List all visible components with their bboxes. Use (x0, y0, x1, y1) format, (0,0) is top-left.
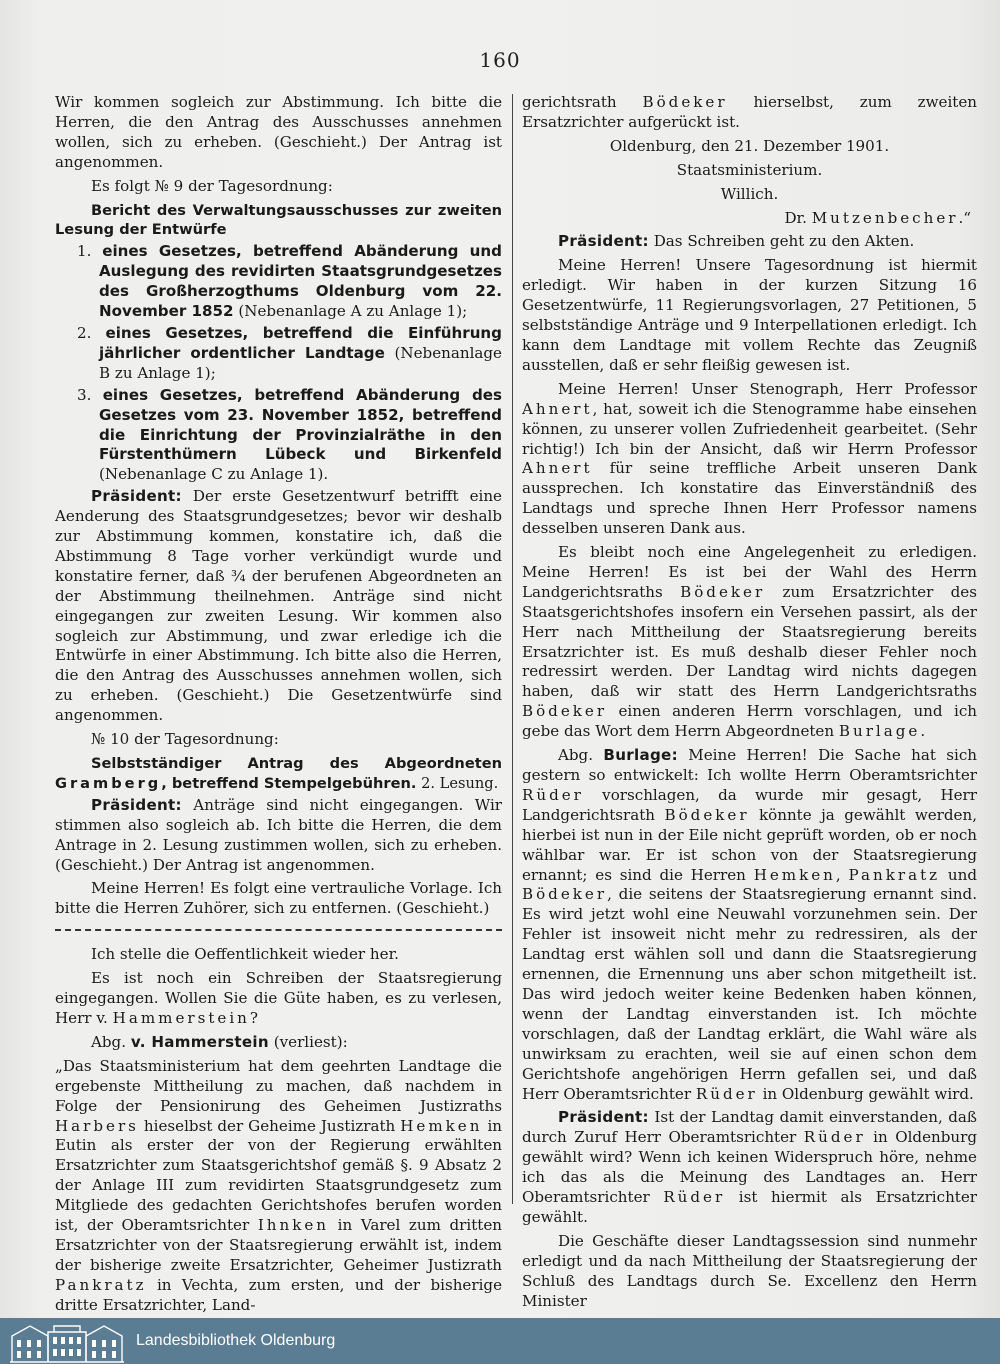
footer-library-name: Landesbibliothek Oldenburg (136, 1332, 336, 1349)
list-item: 3. eines Gesetzes, betreffend Abänderung des Gesetzes vom 23. November 1852, betreffend die Einrichtung der Provinzialräthe in den Fürstenthümern Lübeck und Birkenfeld (Nebenanlage C zu Anlage 1). (77, 385, 502, 484)
letter-date: Oldenburg, den 21. Dezember 1901. (609, 136, 890, 155)
paragraph: Präsident: Anträge sind nicht eingegangen. Wir stimmen also sogleich ab. Ich bitte die Herren, die dem Antrage in 2. Lesung zustimmen wollen, sich zu erheben. (Geschieht.) Der Antrag ist angenommen. (55, 795, 502, 874)
paragraph: № 10 der Tagesordnung: (91, 730, 279, 749)
paragraph: Meine Herren! Es folgt eine vertrauliche Vorlage. Ich bitte die Herren Zuhörer, sich zu entfernen. (Geschieht.) (55, 879, 502, 918)
paragraph: Präsident: Der erste Gesetzentwurf betrifft eine Aenderung des Staatsgrundgesetzes; bevor wir deshalb zur Abstimmung kommen, konstatire ich, daß die Abstimmung 8 Tage vorher verkündigt wurde und konstatire ferner, daß ¾ der berufenen Abgeordneten an der Abstimmung theilnehmen. Anträge sind nicht eingegangen zur zweiten Lesung. Wir kommen also sogleich zur Abstimmung, und zwar erledige ich die Entwürfe in einer Abstimmung. Ich bitte also die Herren, die den Antrag des Ausschusses annehmen wollen, sich zu erheben. (Geschieht.) Die Gesetzentwürfe sind angenommen. (55, 487, 502, 725)
signature: Willich. (720, 184, 779, 203)
quoted-letter: „Das Staatsministerium hat dem geehrten Landtage die ergebenste Mittheilung zu machen, daß nachdem in Folge der Pensionirung des Geheimen Justizraths Harbers hieselbst der Geheime Justizrath Hemken in Eutin als erster der von der Regierung erwählten Ersatzrichter zum Staatsgerichtshof gemäß §. 9 Absatz 2 der Anlage III zum revidirten Staatsgrundgesetz zum Mitgliede des gedachten Gerichtshofes berufen worden ist, der Oberamtsrichter Ihnken in Varel zum dritten Ersatzrichter von der Staatsregierung erwählt ist, indem der bisherige zweite Ersatzrichter, Geheimer Justizrath Pankratz in Vechta, zum ersten, und der bisherige dritte Ersatzrichter, Land- (55, 1056, 502, 1314)
section-heading: Selbstständiger Antrag des Abgeordneten Gramberg, betreffend Stempelgebühren. 2. Lesung. (55, 755, 502, 792)
paragraph: Meine Herren! Unser Stenograph, Herr Professor Ahnert, hat, soweit ich die Stenogramme habe einsehen können, zu unserer vollen Zufriedenheit gearbeitet. (Sehr richtig!) Ich bin der Ansicht, daß wir Herrn Professor Ahnert für seine treffliche Arbeit unseren Dank aussprechen. Ich konstatire das Einverständniß des Landtags und spreche Ihnen Herr Professor namens desselben unseren Dank aus. (522, 379, 977, 538)
speaker-name: Präsident: (91, 487, 182, 506)
paragraph: Ich stelle die Oeffentlichkeit wieder her. (91, 945, 399, 964)
paragraph: Es ist noch ein Schreiben der Staatsregierung eingegangen. Wollen Sie die Güte haben, es zu verlesen, Herr v. Hammerstein? (55, 969, 502, 1027)
speaker-name: v. Hammerstein (130, 1032, 269, 1051)
speaker-name: Burlage: (603, 746, 678, 765)
column-divider (512, 94, 513, 1204)
library-footer-bar (0, 1318, 1000, 1364)
library-building-icon (8, 1318, 126, 1364)
speaker-name: Präsident: (558, 232, 649, 251)
paragraph: Präsident: Ist der Landtag damit einverstanden, daß durch Zuruf Herr Oberamtsrichter Rüder in Oldenburg gewählt wird? Wenn ich keinen Widerspruch höre, nehme ich das als die Meinung des Landtages an. Herr Oberamtsrichter Rüder ist hiermit als Ersatzrichter gewählt. (522, 1108, 977, 1226)
right-column (522, 93, 977, 1315)
paragraph: gerichtsrath Bödeker hierselbst, zum zweiten Ersatzrichter aufgerückt ist. (522, 93, 978, 131)
page-number: 160 (479, 48, 521, 72)
section-heading: Bericht des Verwaltungsausschusses zur zweiten Lesung der Entwürfe (55, 201, 502, 239)
paragraph: Meine Herren! Unsere Tagesordnung ist hiermit erledigt. Wir haben in der kurzen Sitzung 16 Gesetzentwürfe, 11 Regierungsvorlagen, 27 Petitionen, 5 selbstständige Anträge und 9 Interpellationen erledigt. Ich kann dem Landtage mit vollem Rechte das Zeugniß ausstellen, daß er sehr fleißig gewesen ist. (522, 256, 977, 374)
paragraph: Es folgt № 9 der Tagesordnung: (91, 176, 333, 195)
letter-sender: Staatsministerium. (676, 160, 823, 179)
paragraph: Abg. v. Hammerstein (verliest): (91, 1032, 348, 1051)
paragraph: Es bleibt noch eine Angelegenheit zu erledigen. Meine Herren! Es ist bei der Wahl des Herrn Landgerichtsraths Bödeker zum Ersatzrichter des Staatsgerichtshofes insofern ein Versehen passirt, als der Herr nach Mittheilung der Staatsregierung bereits Ersatzrichter ist. Es muß deshalb dieser Fehler noch redressirt werden. Der Landtag wird nichts dagegen haben, daß wir statt des Herrn Landgerichtsraths Bödeker einen anderen Herrn vorschlagen, und ich gebe das Wort dem Herrn Abgeordneten Burlage. (522, 543, 977, 741)
left-column (55, 93, 502, 1318)
list-item: 1. eines Gesetzes, betreffend Abänderung und Auslegung des revidirten Staatsgrundgesetzes des Großherzogthums Oldenburg vom 22. November 1852 (Nebenanlage A zu Anlage 1); (77, 242, 502, 321)
paragraph: Wir kommen sogleich zur Abstimmung. Ich bitte die Herren, die den Antrag des Ausschusses annehmen wollen, sich zu erheben. (Geschieht.) Der Antrag ist angenommen. (55, 93, 502, 171)
numbered-list (55, 242, 502, 485)
section-separator (55, 929, 502, 931)
speaker-name: Präsident: (91, 795, 182, 814)
speaker-name: Präsident: (558, 1108, 649, 1127)
paragraph: Die Geschäfte dieser Landtagssession sind nunmehr erledigt und da nach Mittheilung der Staatsregierung der Schluß des Landtags durch Se. Excellenz den Herrn Minister (522, 1231, 977, 1310)
paragraph: Präsident: Das Schreiben geht zu den Akten. (558, 232, 915, 251)
paragraph: Abg. Burlage: Meine Herren! Die Sache hat sich gestern so entwickelt: Ich wollte Herrn Oberamtsrichter Rüder vorschlagen, da wurde mir gesagt, Herr Landgerichtsrath Bödeker könnte ja gewählt werden, hierbei ist nun in der Eile nicht geprüft worden, ob er noch wählbar war. Er ist schon von der Staatsregierung ernannt; es sind die Herren Hemken, Pankratz und Bödeker, die seitens der Staatsregierung ernannt sind. Es wird jetzt wohl eine Neuwahl vorzunehmen sein. Der Fehler ist insoweit nicht mehr zu redressiren, als der Landtag erst wählen soll und dann die Staatsregierung ernennen, die Ernennung uns aber schon mitgetheilt ist. Das wird jedoch weiter keine Bedenken haben können, wenn der Landtag einverstanden ist. Ich möchte vorschlagen, daß der Landtag erklärt, die Wahl wäre als unwirksam zu erachten, weil sie auf einen schon dem Gerichtshofe angehörigen Herrn gefallen sei, und daß Herr Oberamtsrichter Rüder in Oldenburg gewählt wird. (522, 746, 978, 1103)
signature: Dr. Mutzenbecher.“ (784, 208, 971, 227)
list-item: 2. eines Gesetzes, betreffend die Einführung jährlicher ordentlicher Landtage (Nebenanlage B zu Anlage 1); (77, 323, 502, 382)
